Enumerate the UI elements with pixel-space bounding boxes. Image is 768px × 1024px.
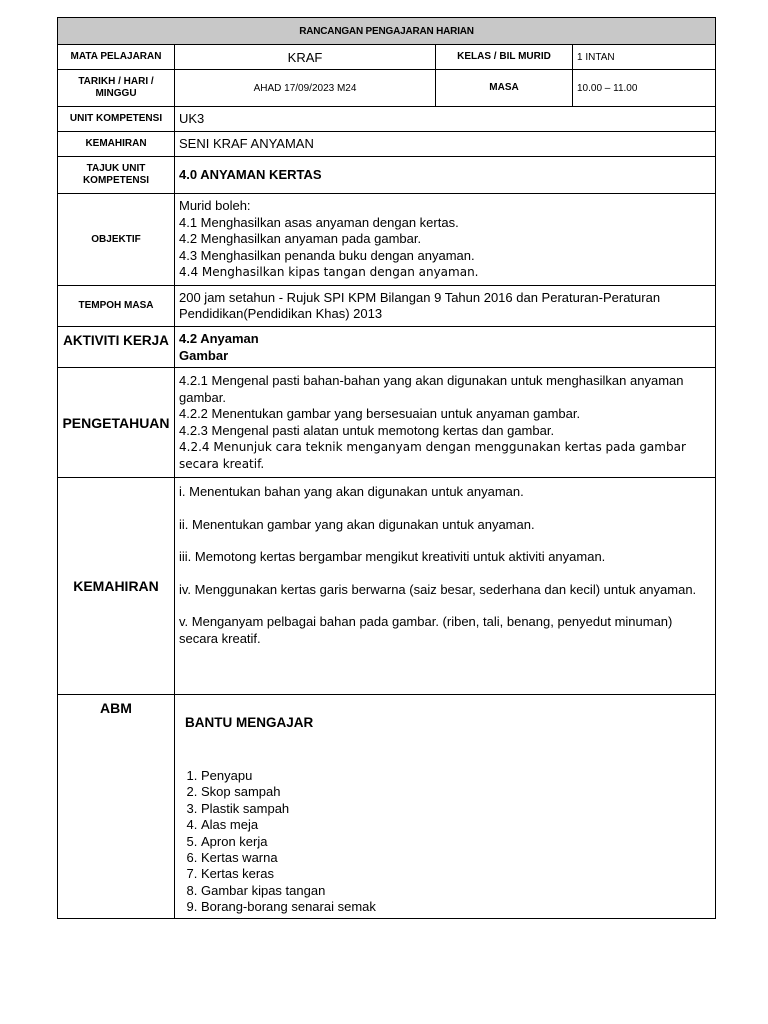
kemahiran-item: iii. Memotong kertas bergambar mengikut kreativiti untuk aktiviti anyaman. xyxy=(179,549,606,564)
list-item: 5. Apron kerja xyxy=(201,834,715,850)
aktiviti-line: 4.2 Anyaman xyxy=(179,331,259,346)
tempoh-label: TEMPOH MASA xyxy=(58,286,175,327)
kelas-value: 1 INTAN xyxy=(573,45,716,70)
masa-value: 10.00 – 11.00 xyxy=(573,70,716,107)
aktiviti-line: Gambar xyxy=(179,348,229,363)
list-item: 6. Kertas warna xyxy=(201,850,715,866)
objektif-intro: Murid boleh: xyxy=(179,198,251,214)
unit-kompetensi-label: UNIT KOMPETENSI xyxy=(58,107,175,132)
lesson-plan-document xyxy=(57,17,715,919)
kemahiran-item: ii. Menentukan gambar yang akan digunakan untuk anyaman. xyxy=(179,516,535,532)
unit-kompetensi-value: UK3 xyxy=(175,107,716,132)
pengetahuan-item: 4.2.4 Menunjuk cara teknik menganyam dengan menggunakan kertas pada gambar secara kreatif. xyxy=(179,440,686,471)
aktiviti-label: AKTIVITI KERJA xyxy=(58,327,175,368)
aktiviti-value xyxy=(175,327,716,368)
mata-pelajaran-value: KRAF xyxy=(175,45,436,70)
lesson-plan-table xyxy=(57,17,716,919)
tarikh-value: AHAD 17/09/2023 M24 xyxy=(175,70,436,107)
masa-label: MASA xyxy=(436,70,573,107)
tempoh-value: 200 jam setahun - Rujuk SPI KPM Bilangan 9 Tahun 2016 dan Peraturan-Peraturan Pendidikan(Pendidikan Khas) 2013 xyxy=(175,286,716,327)
kemahiran-item: i. Menentukan bahan yang akan digunakan untuk anyaman. xyxy=(179,484,524,499)
abm-value xyxy=(175,695,716,919)
objektif-value xyxy=(175,194,716,286)
objektif-item: 4.3 Menghasilkan penanda buku dengan anyaman. xyxy=(179,247,475,263)
tajuk-value: 4.0 ANYAMAN KERTAS xyxy=(175,157,716,194)
list-item: 8. Gambar kipas tangan xyxy=(201,883,715,899)
abm-heading: BANTU MENGAJAR xyxy=(185,715,314,730)
list-item: 7. Kertas keras xyxy=(201,866,715,882)
pengetahuan-label: PENGETAHUAN xyxy=(58,368,175,478)
kemahiran-item: v. Menganyam pelbagai bahan pada gambar. (riben, tali, benang, penyedut minuman) secara kreatif. xyxy=(179,614,673,646)
objektif-label: OBJEKTIF xyxy=(58,194,175,286)
tajuk-label: TAJUK UNIT KOMPETENSI xyxy=(58,157,175,194)
pengetahuan-item: 4.2.2 Menentukan gambar yang bersesuaian untuk anyaman gambar. xyxy=(179,406,581,421)
list-item: 3. Plastik sampah xyxy=(201,801,715,817)
kelas-label: KELAS / BIL MURID xyxy=(436,45,573,70)
document-title: RANCANGAN PENGAJARAN HARIAN xyxy=(58,18,716,45)
objektif-item: 4.4 Menghasilkan kipas tangan dengan anyaman. xyxy=(179,265,479,280)
abm-label: ABM xyxy=(58,695,175,919)
objektif-item: 4.2 Menghasilkan anyaman pada gambar. xyxy=(179,231,422,247)
list-item: 4. Alas meja xyxy=(201,817,715,833)
mata-pelajaran-label: MATA PELAJARAN xyxy=(58,45,175,70)
kemahiran-top-label: KEMAHIRAN xyxy=(58,132,175,157)
pengetahuan-value xyxy=(175,368,716,478)
kemahiran-top-value: SENI KRAF ANYAMAN xyxy=(175,132,716,157)
list-item: 1. Penyapu xyxy=(201,768,715,784)
kemahiran-item: iv. Menggunakan kertas garis berwarna (saiz besar, sederhana dan kecil) untuk anyaman. xyxy=(179,581,697,597)
tarikh-label: TARIKH / HARI / MINGGU xyxy=(58,70,175,107)
pengetahuan-item: 4.2.1 Mengenal pasti bahan-bahan yang akan digunakan untuk menghasilkan anyaman gambar. xyxy=(179,373,684,405)
pengetahuan-item: 4.2.3 Mengenal pasti alatan untuk memotong kertas dan gambar. xyxy=(179,422,555,438)
list-item: 2. Skop sampah xyxy=(201,784,715,800)
kemahiran-value xyxy=(175,478,716,695)
objektif-item: 4.1 Menghasilkan asas anyaman dengan kertas. xyxy=(179,214,459,230)
abm-list xyxy=(175,768,715,916)
list-item: 9. Borang-borang senarai semak xyxy=(201,899,715,915)
kemahiran-label: KEMAHIRAN xyxy=(58,478,175,695)
